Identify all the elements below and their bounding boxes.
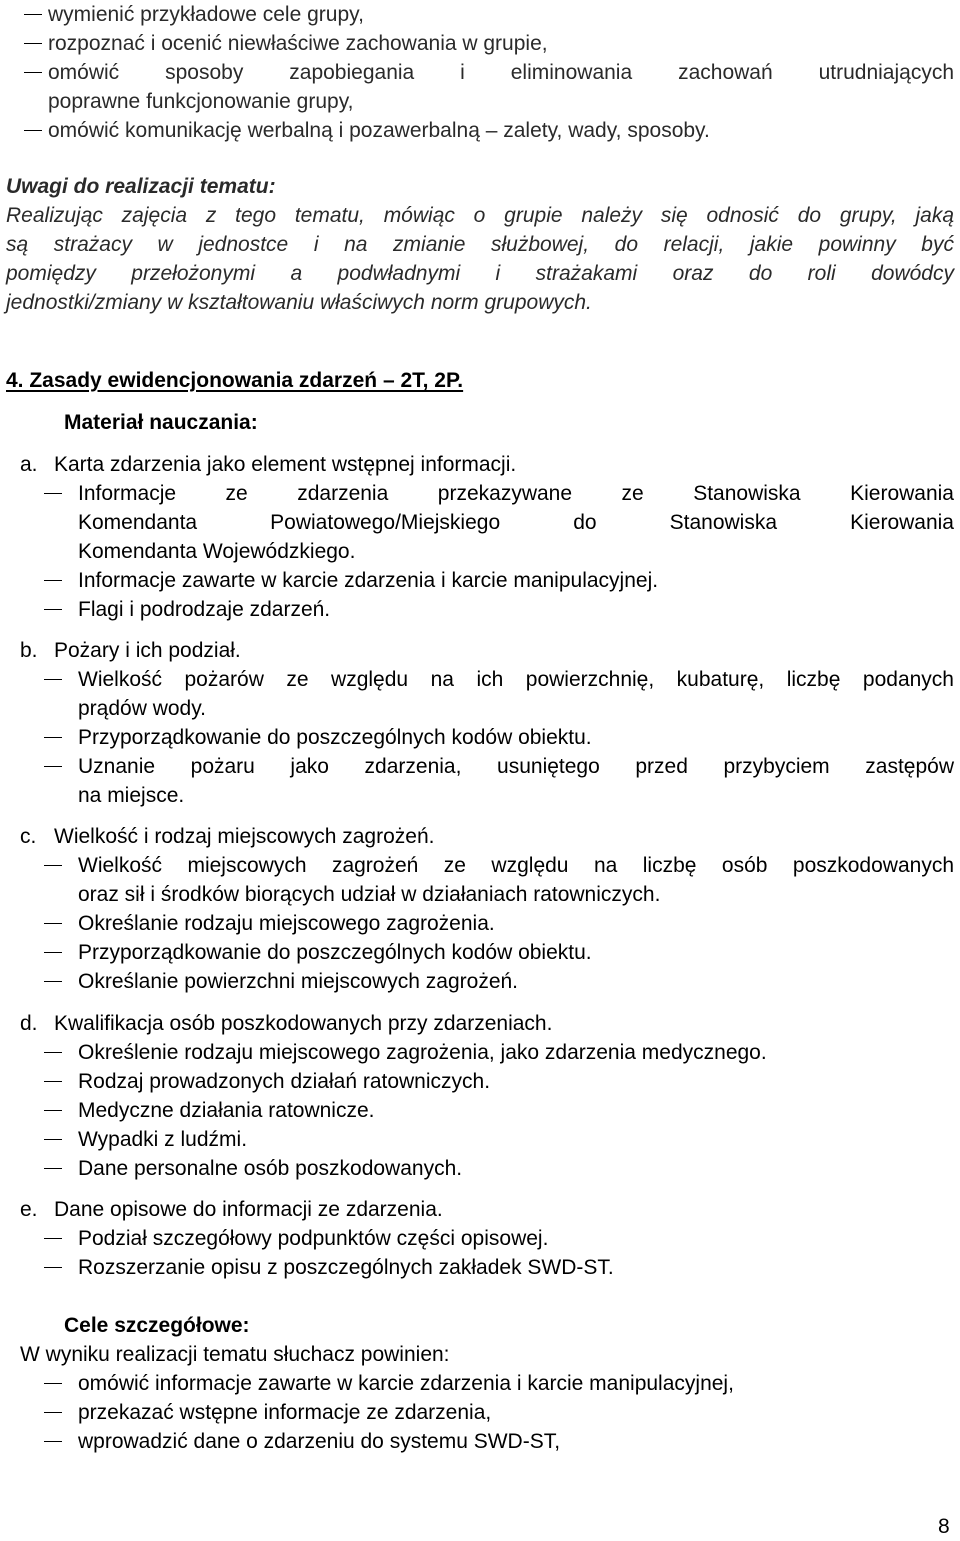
goals-heading: Cele szczegółowe: bbox=[64, 1314, 250, 1337]
dash-bullet bbox=[44, 1238, 62, 1239]
list-item-continuation: na miejsce. bbox=[78, 784, 185, 807]
list-item-continuation: oraz sił i środków biorących udział w działaniach ratowniczych. bbox=[78, 883, 661, 906]
group-title: Karta zdarzenia jako element wstępnej informacji. bbox=[54, 453, 517, 476]
dash-bullet bbox=[44, 1267, 62, 1268]
group-title: Pożary i ich podział. bbox=[54, 639, 241, 662]
dash-bullet bbox=[44, 1383, 62, 1384]
list-item: Rodzaj prowadzonych działań ratowniczych. bbox=[78, 1070, 491, 1093]
list-item: Wypadki z ludźmi. bbox=[78, 1128, 248, 1151]
dash-bullet bbox=[44, 580, 62, 581]
list-item: rozpoznać i ocenić niewłaściwe zachowania w grupie, bbox=[48, 32, 548, 55]
list-item: Medyczne działania ratownicze. bbox=[78, 1099, 375, 1122]
group-label: b. bbox=[20, 639, 38, 662]
material-heading: Materiał nauczania: bbox=[64, 411, 258, 434]
list-item: Dane personalne osób poszkodowanych. bbox=[78, 1157, 463, 1180]
list-item: Informacje zawarte w karcie zdarzenia i karcie manipulacyjnej. bbox=[78, 569, 659, 592]
dash-bullet bbox=[44, 1110, 62, 1111]
list-item: omówić informacje zawarte w karcie zdarzenia i karcie manipulacyjnej, bbox=[78, 1372, 734, 1395]
dash-bullet bbox=[24, 14, 42, 15]
dash-bullet bbox=[44, 609, 62, 610]
dash-bullet bbox=[44, 981, 62, 982]
list-item-continuation: prądów wody. bbox=[78, 697, 207, 720]
dash-bullet bbox=[24, 43, 42, 44]
dash-bullet bbox=[44, 952, 62, 953]
list-item: przekazać wstępne informacje ze zdarzenia, bbox=[78, 1401, 492, 1424]
list-item: Uznanie pożaru jako zdarzenia, usuniętego przed przybyciem zastępów bbox=[78, 755, 954, 778]
list-item: Przyporządkowanie do poszczególnych kodów obiektu. bbox=[78, 941, 592, 964]
list-item: wprowadzić dane o zdarzeniu do systemu SWD-ST, bbox=[78, 1430, 561, 1453]
dash-bullet bbox=[24, 130, 42, 131]
list-item: Wielkość pożarów ze względu na ich powierzchnię, kubaturę, liczbę podanych bbox=[78, 668, 954, 691]
dash-bullet bbox=[44, 766, 62, 767]
group-title: Dane opisowe do informacji ze zdarzenia. bbox=[54, 1198, 443, 1221]
dash-bullet bbox=[44, 1441, 62, 1442]
group-label: a. bbox=[20, 453, 38, 476]
list-item: Wielkość miejscowych zagrożeń ze względu na liczbę osób poszkodowanych bbox=[78, 854, 954, 877]
dash-bullet bbox=[44, 1168, 62, 1169]
list-item: omówić komunikację werbalną i pozawerbalną – zalety, wady, sposoby. bbox=[48, 119, 710, 142]
dash-bullet bbox=[44, 923, 62, 924]
group-title: Wielkość i rodzaj miejscowych zagrożeń. bbox=[54, 825, 435, 848]
dash-bullet bbox=[44, 1412, 62, 1413]
notes-line: są strażacy w jednostce i na zmianie służbowej, do relacji, jakie powinny być bbox=[6, 233, 954, 256]
list-item: Flagi i podrodzaje zdarzeń. bbox=[78, 598, 331, 621]
notes-heading: Uwagi do realizacji tematu: bbox=[6, 175, 276, 198]
list-item: Określanie powierzchni miejscowych zagrożeń. bbox=[78, 970, 519, 993]
list-item: Określenie rodzaju miejscowego zagrożenia, jako zdarzenia medycznego. bbox=[78, 1041, 767, 1064]
notes-line: pomiędzy przełożonymi a podwładnymi i strażakami oraz do roli dowódcy bbox=[6, 262, 954, 285]
dash-bullet bbox=[44, 1052, 62, 1053]
dash-bullet bbox=[44, 1081, 62, 1082]
section-title: 4. Zasady ewidencjonowania zdarzeń – 2T, 2P. bbox=[6, 369, 464, 392]
list-item: omówić sposoby zapobiegania i eliminowania zachowań utrudniających bbox=[48, 61, 954, 84]
page-number: 8 bbox=[938, 1515, 950, 1538]
list-item-continuation: poprawne funkcjonowanie grupy, bbox=[48, 90, 354, 113]
dash-bullet bbox=[44, 865, 62, 866]
list-item: Rozszerzanie opisu z poszczególnych zakładek SWD-ST. bbox=[78, 1256, 614, 1279]
dash-bullet bbox=[24, 72, 42, 73]
group-label: c. bbox=[20, 825, 37, 848]
group-label: d. bbox=[20, 1012, 38, 1035]
list-item: Podział szczegółowy podpunktów części opisowej. bbox=[78, 1227, 549, 1250]
list-item-continuation: Komendanta Powiatowego/Miejskiego do Stanowiska Kierowania bbox=[78, 511, 954, 534]
list-item: Informacje ze zdarzenia przekazywane ze Stanowiska Kierowania bbox=[78, 482, 954, 505]
notes-line: jednostki/zmiany w kształtowaniu właściwych norm grupowych. bbox=[6, 291, 592, 314]
list-item-continuation: Komendanta Wojewódzkiego. bbox=[78, 540, 356, 563]
list-item: Określanie rodzaju miejscowego zagrożenia. bbox=[78, 912, 495, 935]
dash-bullet bbox=[44, 679, 62, 680]
list-item: wymienić przykładowe cele grupy, bbox=[48, 3, 364, 26]
dash-bullet bbox=[44, 1139, 62, 1140]
list-item: Przyporządkowanie do poszczególnych kodów obiektu. bbox=[78, 726, 592, 749]
goals-intro: W wyniku realizacji tematu słuchacz powinien: bbox=[20, 1343, 450, 1366]
dash-bullet bbox=[44, 493, 62, 494]
dash-bullet bbox=[44, 737, 62, 738]
notes-line: Realizując zajęcia z tego tematu, mówiąc o grupie należy się odnosić do grupy, jaką bbox=[6, 204, 954, 227]
group-label: e. bbox=[20, 1198, 38, 1221]
group-title: Kwalifikacja osób poszkodowanych przy zdarzeniach. bbox=[54, 1012, 553, 1035]
